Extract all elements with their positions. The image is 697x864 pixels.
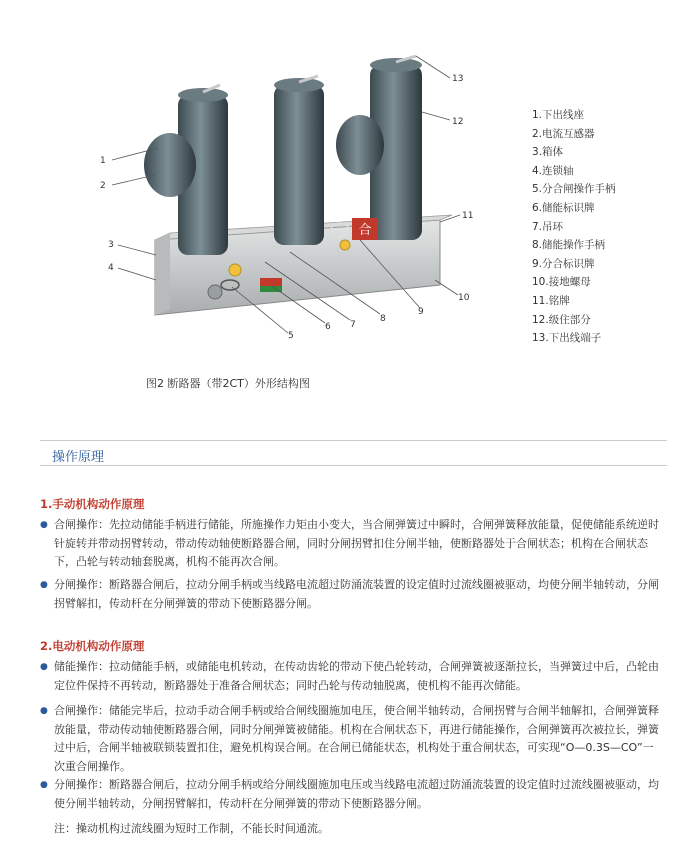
callout-12: 12 (452, 117, 464, 127)
subheading-electric: 2.电动机构动作原理 (40, 639, 145, 653)
insulator-middle (274, 78, 324, 245)
callout-2: 2 (100, 181, 106, 191)
list-item (40, 658, 660, 695)
bullet-icon: ● (40, 520, 48, 530)
list-item (40, 702, 660, 776)
legend-item: 6.储能标识牌 (532, 201, 595, 214)
figure-caption: 图2 断路器（带2CT）外形结构图 (146, 377, 310, 390)
legend-item: 13.下出线端子 (532, 332, 602, 345)
paragraph-text: 储能操作：拉动储能手柄，或储能电机转动，在传动齿轮的带动下使凸轮转动，合闸弹簧被逐渐拉长，当弹簧过中后，凸轮由定位件保持不再转动，断路器处于准备合闸状态；同时凸轮与传动轴脱离，使机构不能再次储能。 (54, 660, 659, 692)
callout-7: 7 (350, 320, 356, 330)
section-header (40, 440, 667, 466)
callout-3: 3 (108, 240, 114, 250)
legend-item: 9.分合标识牌 (532, 257, 595, 270)
paragraph-text: 分闸操作：断路器合闸后，拉动分闸手柄或当线路电流超过防涌流装置的设定值时过流线圈被驱动，均使分闸半轴转动，分闸拐臂解扣，传动杆在分闸弹簧的带动下使断路器分闸。 (54, 578, 659, 610)
divider (40, 465, 667, 466)
legend-item: 12.级住部分 (532, 313, 591, 326)
legend-item: 2.电流互感器 (532, 127, 595, 140)
legend-item: 3.箱体 (532, 146, 564, 159)
subheading-manual: 1.手动机构动作原理 (40, 497, 145, 511)
callout-8: 8 (380, 314, 386, 324)
callout-4: 4 (108, 263, 114, 273)
paragraph-text: 合闸操作：先拉动储能手柄进行储能，所施操作力矩由小变大，当合闸弹簧过中瞬时，合闸弹簧释放能量，促使储能系统逆时针旋转并带动拐臂转动，带动传动轴使断路器合闸，同时分闸拐臂扣住分闸半轴，使断路器处于合闸状态；机构在合闸状态下，凸轮与转动轴套脱离，机构不能再次合闸。 (54, 518, 659, 568)
legend-item: 10.接地螺母 (532, 276, 591, 289)
legend-item: 8.储能操作手柄 (532, 239, 606, 252)
callout-10: 10 (458, 293, 470, 303)
legend-item: 11.铭牌 (532, 294, 570, 307)
paragraph-text: 分闸操作：断路器合闸后，拉动分闸手柄或给分闸线圈施加电压或当线路电流超过防涌流装置的设定值时过流线圈被驱动，均使分闸半轴转动，分闸拐臂解扣，传动杆在分闸弹簧的带动下使断路器分闸。 (54, 778, 659, 810)
list-item (40, 516, 660, 572)
breaker-illustration (60, 40, 520, 370)
list-item (40, 776, 660, 813)
insulator-right (336, 58, 422, 240)
bullet-icon: ● (40, 780, 48, 790)
indicator-text: 合 (358, 223, 372, 238)
paragraph-text: 合闸操作：储能完毕后，拉动手动合闸手柄或给合闸线圈施加电压，使合闸半轴转动，合闸拐臂与合闸半轴解扣，合闸弹簧释放能量，带动传动轴使断路器合闸，同时分闸弹簧被储能。机构在合闸状态下，再进行储能操作，合闸弹簧再次被拉长，弹簧过中后，合闸半轴被联锁装置扣住，避免机构误合闸。在合闸已储能状态，机构处于重合闸状态，可实现“O—0.3S—CO”一次重合闸操作。 (54, 704, 659, 773)
bullet-icon: ● (40, 706, 48, 716)
bullet-icon: ● (40, 662, 48, 672)
bullet-icon: ● (40, 580, 48, 590)
callout-1: 1 (100, 156, 106, 166)
legend-item: 5.分合闸操作手柄 (532, 183, 616, 196)
list-item (40, 576, 660, 613)
callout-5: 5 (288, 331, 294, 341)
callout-13: 13 (452, 74, 464, 84)
callout-11: 11 (462, 211, 474, 221)
section-title: 操作原理 (52, 450, 105, 465)
legend-item: 4.连锁轴 (532, 164, 574, 177)
callout-6: 6 (325, 322, 331, 332)
insulator-left (144, 88, 228, 255)
parts-legend (532, 106, 616, 348)
callout-9: 9 (418, 307, 424, 317)
legend-item: 1.下出线座 (532, 109, 585, 121)
divider (40, 440, 667, 441)
legend-item: 7.吊环 (532, 220, 564, 233)
note-text: 注：操动机构过流线圈为短时工作制，不能长时间通流。 (54, 822, 329, 835)
